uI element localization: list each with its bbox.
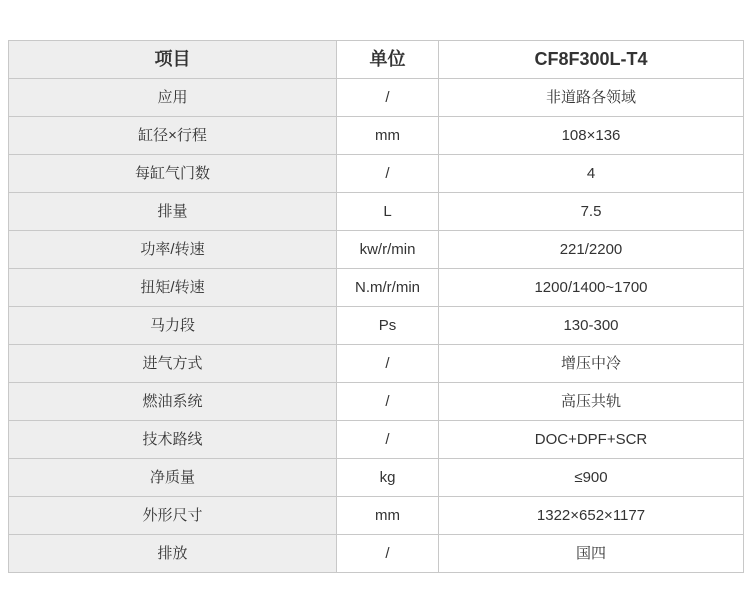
table-row — [9, 155, 744, 193]
unit-cell: / — [337, 535, 439, 573]
item-cell: 扭矩/转速 — [9, 269, 337, 307]
unit-cell: / — [337, 421, 439, 459]
unit-cell: N.m/r/min — [337, 269, 439, 307]
item-cell: 缸径×行程 — [9, 117, 337, 155]
unit-cell: kw/r/min — [337, 231, 439, 269]
item-cell: 燃油系统 — [9, 383, 337, 421]
header-cell-item: 项目 — [9, 41, 337, 79]
table-row — [9, 307, 744, 345]
unit-cell: L — [337, 193, 439, 231]
unit-cell: / — [337, 383, 439, 421]
item-cell: 净质量 — [9, 459, 337, 497]
item-cell: 功率/转速 — [9, 231, 337, 269]
table-header-row — [9, 41, 744, 79]
unit-cell: mm — [337, 497, 439, 535]
item-cell: 进气方式 — [9, 345, 337, 383]
value-cell: 7.5 — [439, 193, 744, 231]
value-cell: 国四 — [439, 535, 744, 573]
item-cell: 排量 — [9, 193, 337, 231]
table-row — [9, 383, 744, 421]
unit-cell: mm — [337, 117, 439, 155]
table-row — [9, 421, 744, 459]
table-row — [9, 535, 744, 573]
table-row — [9, 345, 744, 383]
value-cell: 221/2200 — [439, 231, 744, 269]
item-cell: 应用 — [9, 79, 337, 117]
header-cell-unit: 单位 — [337, 41, 439, 79]
value-cell: 高压共轨 — [439, 383, 744, 421]
unit-cell: / — [337, 345, 439, 383]
value-cell: ≤900 — [439, 459, 744, 497]
unit-cell: / — [337, 79, 439, 117]
value-cell: 1322×652×1177 — [439, 497, 744, 535]
unit-cell: kg — [337, 459, 439, 497]
table-row — [9, 269, 744, 307]
value-cell: 1200/1400~1700 — [439, 269, 744, 307]
item-cell: 每缸气门数 — [9, 155, 337, 193]
value-cell: 增压中冷 — [439, 345, 744, 383]
table-row — [9, 231, 744, 269]
item-cell: 技术路线 — [9, 421, 337, 459]
value-cell: 108×136 — [439, 117, 744, 155]
spec-table — [8, 40, 744, 573]
table-row — [9, 117, 744, 155]
item-cell: 外形尺寸 — [9, 497, 337, 535]
value-cell: 4 — [439, 155, 744, 193]
table-row — [9, 193, 744, 231]
value-cell: DOC+DPF+SCR — [439, 421, 744, 459]
table-row — [9, 79, 744, 117]
unit-cell: / — [337, 155, 439, 193]
table-row — [9, 497, 744, 535]
item-cell: 马力段 — [9, 307, 337, 345]
value-cell: 非道路各领域 — [439, 79, 744, 117]
unit-cell: Ps — [337, 307, 439, 345]
item-cell: 排放 — [9, 535, 337, 573]
value-cell: 130-300 — [439, 307, 744, 345]
table-row — [9, 459, 744, 497]
header-cell-model: CF8F300L-T4 — [439, 41, 744, 79]
